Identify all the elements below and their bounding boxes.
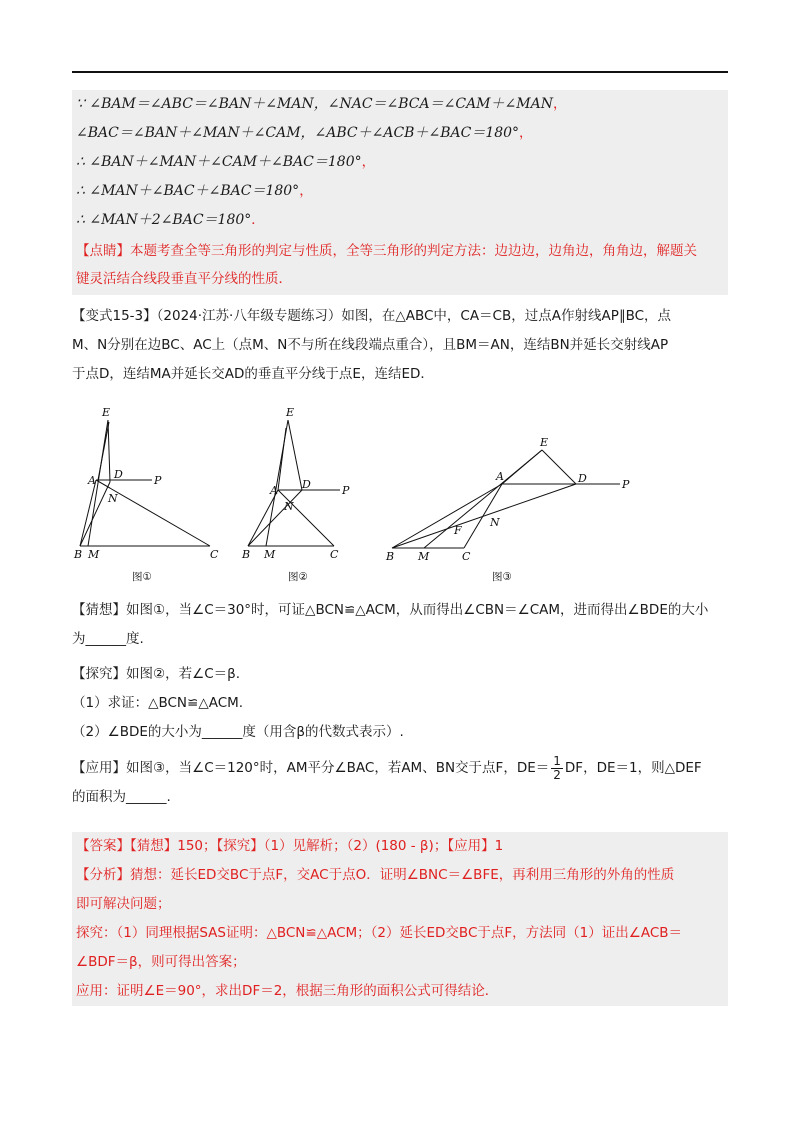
proof-line: ∴ ∠BAN＋∠MAN＋∠CAM＋∠BAC＝180°， [76,154,376,170]
proof-line: ∴ ∠MAN＋2∠BAC＝180°． [76,212,265,228]
point-label: A [88,474,96,487]
point-label: N [108,492,118,505]
proof-block [72,90,728,295]
point-label: P [342,484,350,497]
point-label: D [302,478,311,491]
point-label: B [386,550,395,563]
answer-blank[interactable]: ______ [126,789,167,805]
apply-section: 【应用】如图③，当∠C＝120°时，AM平分∠BAC，若AM、BN交于点F，DE＝ $\frac{1}{2}$ DF，DE＝1，则△DEF 的面积为______. [72,753,702,805]
geometry-figures [72,398,728,588]
point-label: P [622,478,630,491]
point-label: D [114,468,123,481]
point-label: M [88,548,100,561]
point-label: N [284,500,294,513]
proof-line: ∠BAC＝∠BAN＋∠MAN＋∠CAM，∠ABC＋∠ACB＋∠BAC＝180°， [76,125,533,141]
figure-2 [248,420,340,546]
figure-3 [392,450,620,548]
figure-1 [80,420,210,546]
point-label: M [264,548,276,561]
problem-statement: 【变式15-3】（2024·江苏·八年级专题练习）如图，在△ABC中，CA＝CB，过点A作射线AP∥BC，点 M、N分别在边BC、AC上（点M、N不与所在线段端点重合），且BM＝AN，连结BN并延长交射线AP 于点D，连结MA并延长交AD的垂直平分线于点E，连结ED． [72,308,672,382]
point-label: A [270,484,278,497]
analysis-line: 应用：证明∠E＝90°，求出DF＝2，根据三角形的面积公式可得结论． [76,983,499,999]
analysis-line: 【分析】猜想：延长ED交BC于点F，交AC于点O．证明∠BNC＝∠BFE，再利用三角形的外角的性质 [76,867,675,883]
point-label: E [540,436,549,449]
fraction: $\frac{1}{2}$ [553,753,561,782]
proof-line: ∴ ∠MAN＋∠BAC＋∠BAC＝180°， [76,183,313,199]
point-label: F [454,524,462,537]
comment-note: 【点睛】本题考查全等三角形的判定与性质，全等三角形的判定方法：边边边，边角边，角角边，解题关 键灵活结合线段垂直平分线的性质． [76,243,697,287]
point-label: P [154,474,162,487]
point-label: B [74,548,83,561]
analysis-line: ∠BDF＝β，则可得出答案； [76,954,246,970]
point-label: B [242,548,251,561]
point-label: E [286,406,295,419]
point-label: E [102,406,111,419]
point-label: C [210,548,219,561]
explore-section: 【探究】如图②，若∠C＝β. （1）求证：△BCN≌△ACM. （2）∠BDE的大小为______度（用含β的代数式表示）. [72,666,404,740]
point-label: A [496,470,504,483]
header-rule [72,71,728,73]
analysis-line: 探究：（1）同理根据SAS证明：△BCN≌△ACM；（2）延长ED交BC于点F，方法同（1）证出∠ACB＝ [76,925,683,941]
answer-line: 【答案】【猜想】150；【探究】（1）见解析；（2）(180 - β)；【应用】1 [76,838,504,854]
proof-line: ∵ ∠BAM＝∠ABC＝∠BAN＋∠MAN，∠NAC＝∠BCA＝∠CAM＋∠MAN， [76,96,567,112]
point-label: C [462,550,471,563]
analysis-line: 即可解决问题； [76,896,171,912]
answer-analysis-block [72,832,728,1006]
figures-row [72,398,728,588]
figure-caption: 图① [132,571,152,583]
guess-section: 【猜想】如图①，当∠C＝30°时，可证△BCN≌△ACM，从而得出∠CBN＝∠CAM，进而得出∠BDE的大小 为______度. [72,602,709,647]
point-label: D [578,472,587,485]
point-label: C [330,548,339,561]
answer-blank[interactable]: ______ [85,631,126,647]
figure-caption: 图② [288,571,308,583]
answer-blank[interactable]: ______ [201,724,243,740]
figure-caption: 图③ [492,571,512,583]
point-label: M [418,550,430,563]
point-label: N [490,516,500,529]
